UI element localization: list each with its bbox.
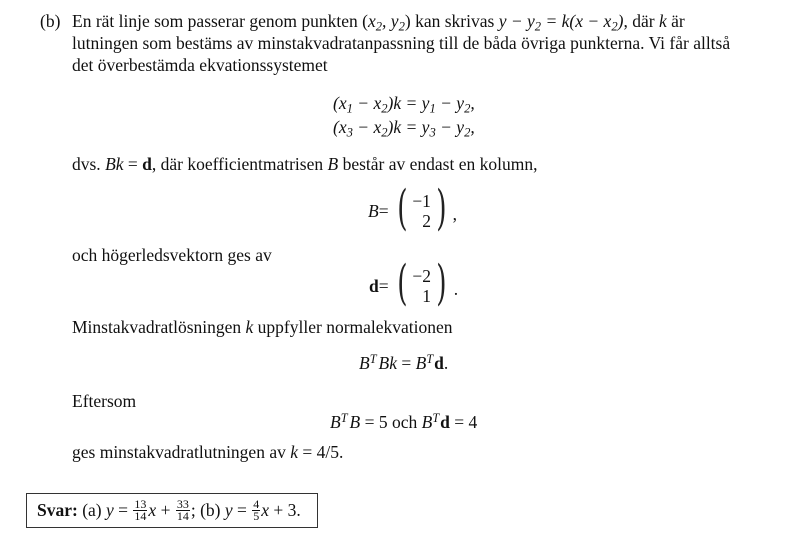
numerator: 4 (253, 497, 260, 511)
vector-d-label: d (369, 275, 379, 296)
y-symbol: y (224, 500, 233, 520)
vector-d-entry: 1 (422, 286, 431, 306)
equals: = (123, 154, 143, 174)
fraction-4-5 (252, 499, 260, 522)
B-symbol: B (415, 353, 427, 373)
answer-label: Svar: (37, 500, 78, 520)
right-paren: ) (436, 255, 447, 311)
matrix-B-entry: 2 (422, 211, 431, 231)
left-paren: ( (396, 180, 408, 236)
intro-line-3: det överbestämda ekvationssystemet (72, 55, 328, 75)
vector-d (393, 255, 451, 311)
transpose: T (340, 410, 348, 425)
Bk-symbol: Bk (105, 154, 124, 174)
intro-text: , där (623, 11, 659, 31)
system-eq-2: $(x_3 - x_2)k = y_3 - y_2$, (333, 117, 475, 140)
transpose: T (369, 351, 377, 366)
B-symbol: B (330, 412, 341, 432)
numerator: 13 (134, 497, 147, 511)
d-vector-symbol: d (440, 412, 450, 432)
B-symbol: B (349, 412, 361, 432)
denominator: 14 (134, 509, 147, 523)
dvs-text: dvs. (72, 154, 106, 174)
matrix-B-label: B (368, 200, 379, 221)
answer-box (26, 493, 318, 528)
intro-text: är (666, 11, 685, 31)
normal-text (72, 316, 453, 338)
normal-text-part: Minstakvadratlösningen (72, 317, 246, 337)
B-symbol: B (327, 154, 339, 174)
B-symbol: B (421, 412, 433, 432)
answer-part-a-label: (a) (77, 500, 107, 520)
dvs-text: består av endast en kolumn, (338, 154, 538, 174)
equals: = (378, 275, 389, 296)
conclusion-text: ges minstakvadratlutningen av (72, 442, 291, 462)
intro-line-1 (72, 10, 685, 32)
part-label: (b) (40, 11, 61, 31)
B-symbol: B (359, 353, 370, 373)
answer-part-b-label: ; (b) (190, 500, 225, 520)
equals: = (232, 500, 252, 520)
punctuation: . (443, 353, 449, 373)
denominator: 14 (176, 509, 189, 523)
eftersom-text: Eftersom (72, 391, 137, 411)
intro-line-2: lutningen som bestäms av minstakvadratanpassning till de båda övriga punkterna. Vi får alltså (72, 33, 731, 53)
matrix-B-display (368, 180, 458, 236)
answer-rest: + 3. (269, 500, 301, 520)
equals: = (397, 353, 416, 373)
products-text: = 4 (449, 412, 478, 432)
products-text: = 5 och (360, 412, 422, 432)
normal-equation (359, 352, 448, 374)
right-paren: ) (436, 180, 447, 236)
transpose: T (426, 351, 434, 366)
line-equation: $y - y_2 = k(x - x_2)$ (498, 11, 624, 34)
numerator: 33 (176, 497, 189, 511)
Bk-symbol: Bk (378, 353, 397, 373)
fraction-33-14 (176, 499, 190, 522)
equals: = (378, 200, 389, 221)
k-symbol: k (290, 442, 298, 462)
equals: = (113, 500, 133, 520)
dvs-text: , där koefficientmatrisen (151, 154, 328, 174)
matrix-B-column (411, 191, 432, 231)
matrix-B (393, 180, 451, 236)
conclusion-text: = 4/5. (298, 442, 344, 462)
plus: + (156, 500, 175, 520)
intro-text: En rät linje som passerar genom punkten ( (72, 11, 368, 31)
intro-text: ) kan skrivas (404, 11, 499, 31)
normal-text-part: uppfyller normalekvationen (253, 317, 453, 337)
rhs-text: och högerledsvektorn ges av (72, 245, 272, 265)
denominator: 5 (253, 509, 260, 523)
conclusion (72, 441, 343, 463)
x-symbol: x (261, 500, 270, 520)
punctuation: . (453, 278, 459, 299)
x-symbol: x (148, 500, 157, 520)
matrix-B-entry: −1 (412, 191, 431, 211)
k-symbol: k (245, 317, 254, 337)
transpose: T (432, 410, 440, 425)
punctuation: , (452, 203, 458, 224)
fraction-13-14 (133, 499, 147, 522)
d-vector-symbol: d (142, 154, 152, 174)
dvs-line (72, 153, 537, 175)
vector-d-display (369, 255, 459, 311)
left-paren: ( (396, 255, 408, 311)
vector-d-column (411, 266, 432, 306)
k-symbol: k (658, 11, 667, 31)
d-vector-symbol: d (434, 353, 444, 373)
system-eq-1: $(x_1 - x_2)k = y_1 - y_2$, (333, 93, 475, 116)
vector-d-entry: −2 (412, 266, 431, 286)
y-symbol: y (106, 500, 114, 520)
products-equation (330, 411, 477, 433)
point-math: $x_2$, $y_2$ (367, 11, 405, 34)
